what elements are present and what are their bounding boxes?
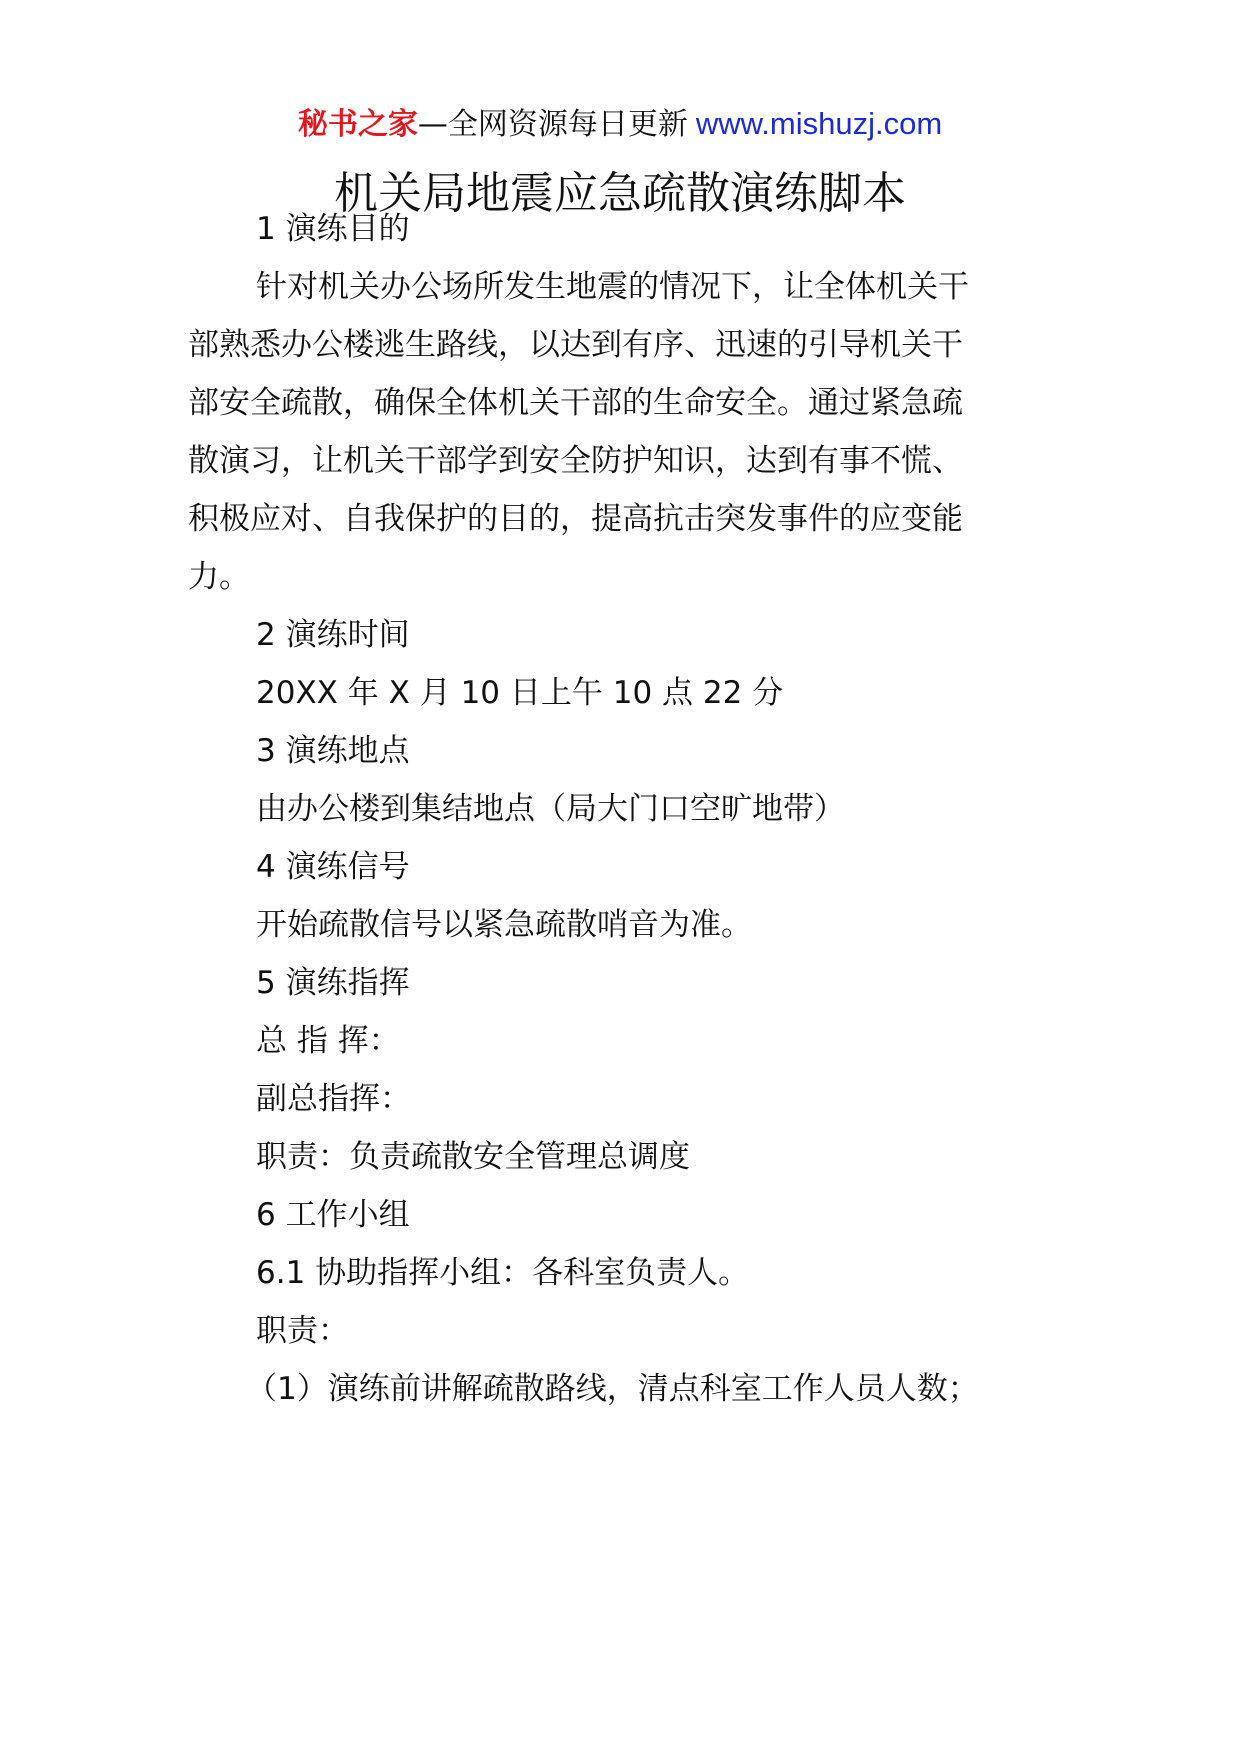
site-header [0, 102, 1240, 147]
paragraph-line: 副总指挥： [256, 1081, 411, 1117]
paragraph-line: 力。 [188, 559, 250, 595]
paragraph-line: 总 指 挥： [256, 1023, 400, 1059]
paragraph-line: （1）演练前讲解疏散路线，清点科室工作人员人数； [246, 1371, 979, 1407]
section-heading: 5 演练指挥 [256, 965, 410, 1001]
paragraph-line: 针对机关办公场所发生地震的情况下，让全体机关干 [256, 269, 969, 305]
paragraph-line: 职责：负责疏散安全管理总调度 [256, 1139, 690, 1175]
document-title: 机关局地震应急疏散演练脚本 [334, 168, 906, 219]
section-heading: 6 工作小组 [256, 1197, 410, 1233]
paragraph-line: 6.1 协助指挥小组：各科室负责人。 [256, 1255, 750, 1291]
paragraph-line: 积极应对、自我保护的目的，提高抗击突发事件的应变能 [188, 501, 963, 537]
paragraph-line: 开始疏散信号以紧急疏散哨音为准。 [256, 907, 752, 943]
section-heading: 3 演练地点 [256, 733, 410, 769]
paragraph-line: 职责： [256, 1313, 349, 1349]
paragraph-line: 由办公楼到集结地点（局大门口空旷地带） [256, 791, 845, 827]
section-heading: 4 演练信号 [256, 849, 410, 885]
paragraph-line: 部熟悉办公楼逃生路线，以达到有序、迅速的引导机关干 [188, 327, 963, 363]
paragraph-line: 20XX 年 X 月 10 日上午 10 点 22 分 [256, 675, 784, 711]
header-slogan: —全网资源每日更新 [417, 107, 688, 142]
paragraph-line: 散演习，让机关干部学到安全防护知识，达到有事不慌、 [188, 443, 963, 479]
paragraph-line: 部安全疏散，确保全体机关干部的生命安全。通过紧急疏 [188, 385, 963, 421]
site-url-link[interactable]: www.mishuzj.com [695, 106, 943, 141]
section-heading: 2 演练时间 [256, 617, 410, 653]
section-heading: 1 演练目的 [256, 211, 410, 247]
brand-name: 秘书之家 [297, 107, 418, 142]
